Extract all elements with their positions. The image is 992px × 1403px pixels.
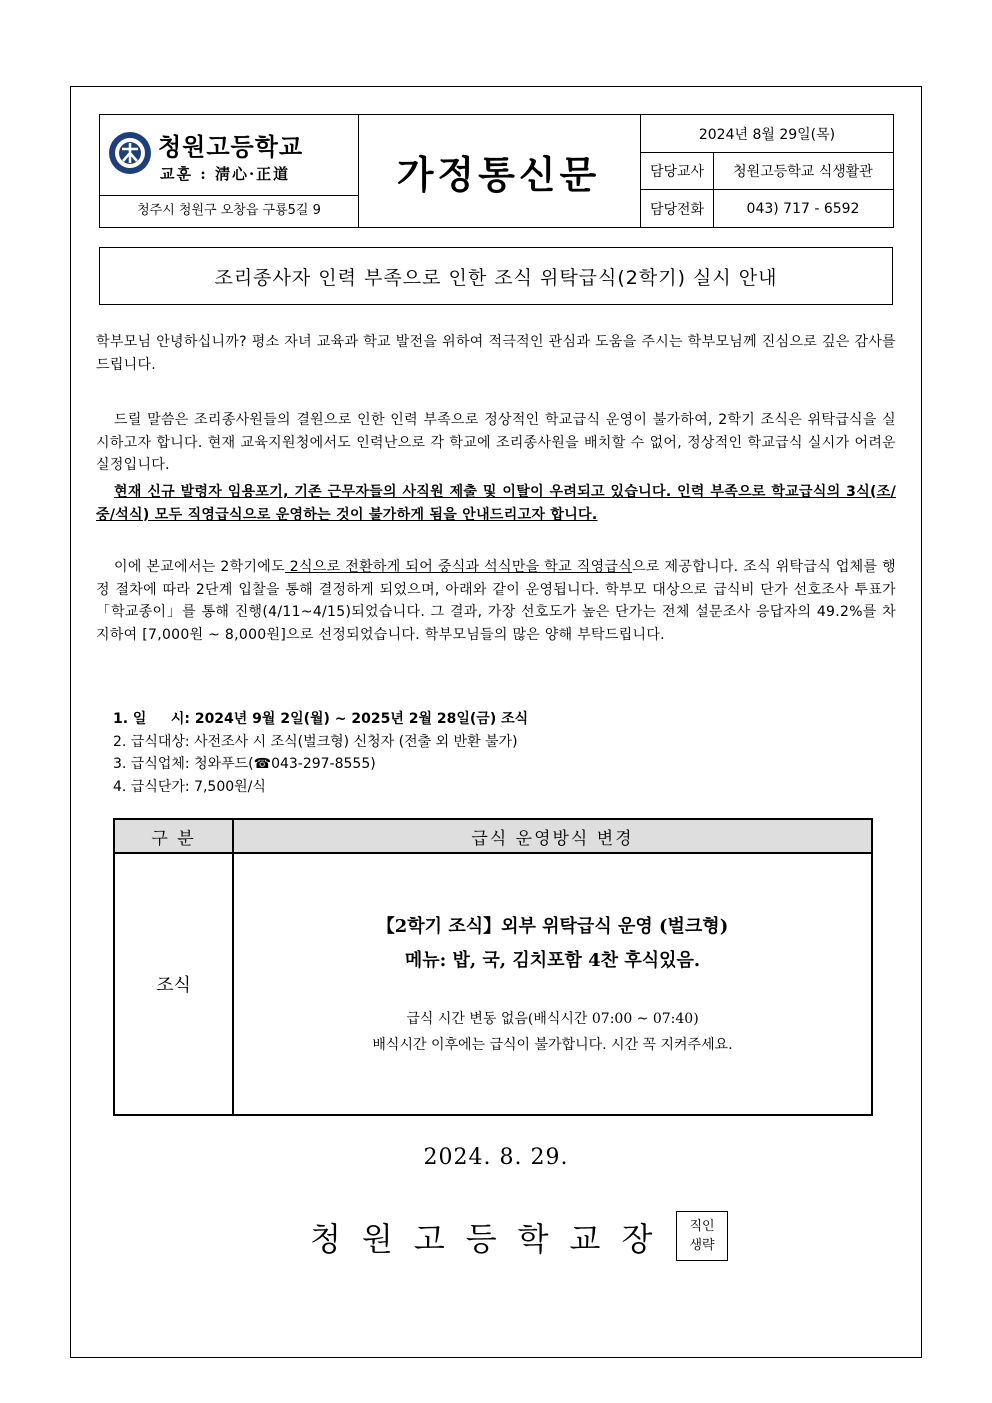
paragraph-notice: 현재 신규 발령자 임용포기, 기존 근무자들의 사직원 제출 및 이탈이 우려되고 있습니다. 인력 부족으로 학교급식의 3식(조/중/석식) 모두 직영급식으로 운영하는 것이 불가하게 됨을 안내드리고자 합니다. [96, 484, 896, 523]
school-motto: 교훈 : 淸心·正道 [160, 165, 291, 183]
meal-warning: 배식시간 이후에는 급식이 불가합니다. 시간 꼭 지켜주세요. [372, 1037, 733, 1053]
school-header [99, 114, 359, 228]
details-list [113, 708, 528, 798]
issue-date: 2024년 8월 29일(목) [698, 126, 836, 143]
phone-row [641, 190, 893, 227]
subject-title: 조리종사자 인력 부족으로 인한 조식 위탁급식(2학기) 실시 안내 [99, 247, 893, 305]
teacher-label: 담당교사 [641, 153, 714, 189]
stamp-line: 생략 [689, 1238, 715, 1253]
stamp-line: 직인 [689, 1219, 715, 1234]
paragraph-reason: 드릴 말씀은 조리종사원들의 결원으로 인한 인력 부족으로 정상적인 학교급식 운영이 불가하여, 2학기 조식은 위탁급식을 실시하고자 합니다. 현재 교육지원청에서도 인력난으로 각 학교에 조리종사원을 배치할 수 없어, 정상적인 학교급식 실시가 어려운 실정입니다. [96, 412, 896, 473]
paragraph-plan [96, 556, 896, 646]
list-item: 1. 일 시: 2024년 9월 2일(월) ~ 2025년 2월 28일(금) 조식 [113, 711, 529, 727]
paragraph-greeting: 학부모님 안녕하십니까? 평소 자녀 교육과 학교 발전을 위하여 적극적인 관심과 도움을 주시는 학부모님께 진심으로 깊은 감사를 드립니다. [96, 334, 896, 373]
meal-menu: 메뉴: 밥, 국, 김치포함 4찬 후식있음. [404, 950, 701, 971]
official-seal-stamp [676, 1211, 728, 1261]
logo-row [100, 115, 358, 196]
meal-time: 급식 시간 변동 없음(배식시간 07:00 ~ 07:40) [406, 1011, 699, 1027]
school-address: 청주시 청원구 오창읍 구룡5길 9 [137, 203, 321, 218]
table-header-category: 구 분 [114, 819, 233, 853]
phone-label: 담당전화 [641, 190, 714, 227]
list-item: 3. 급식업체: 청와푸드(☎043-297-8555) [113, 756, 376, 772]
table-row-label: 조식 [114, 853, 233, 1115]
plan-text-underlined: 2식으로 전환하게 되어 중식과 석식만을 학교 직영급식 [284, 559, 633, 575]
meal-table [113, 818, 873, 1116]
plan-text-a: 이에 본교에서는 2학기에도 [114, 559, 285, 575]
teacher-value: 청원고등학교 식생활관 [733, 164, 873, 180]
footer-date: 2024. 8. 29. [423, 1145, 569, 1170]
principal-name: 청원고등학교장 [310, 1220, 674, 1258]
list-item: 4. 급식단가: 7,500원/식 [113, 778, 266, 795]
teacher-row [641, 153, 893, 190]
list-item: 2. 급식대상: 사전조사 시 조식(벌크형) 신청자 (전출 외 반환 불가) [113, 733, 518, 750]
contact-box [640, 114, 894, 228]
table-row-body [233, 853, 872, 1115]
school-seal-icon [108, 131, 152, 175]
document-title: 가정통신문 [357, 114, 640, 228]
phone-value: 043) 717 - 6592 [746, 200, 860, 217]
date-row [641, 115, 893, 153]
table-header-method: 급식 운영방식 변경 [233, 819, 872, 853]
school-name: 청원고등학교 [158, 132, 304, 161]
meal-operation: 【2학기 조식】외부 위탁급식 운영 (벌크형) [376, 916, 729, 937]
plan-text-c: 으로 제공합니다. 조식 위탁급식 업체를 행정 절차에 따라 2단계 입찰을 통해 결정하게 되었으며, 아래와 같이 운영됩니다. 학부모 대상으로 급식비 단가 선호조사 투표가 「학교종이」를 통해 진행(4/11~4/15)되었습니다. 그 결과, 가장 선호도가 높은 단가는 전체 설문조사 응답자의 49.2%를 차지하여 [7,000원 ~ 8,000원]으로 선정되었습니다. 학부모님들의 많은 양해 부탁드립니다. [96, 559, 896, 643]
